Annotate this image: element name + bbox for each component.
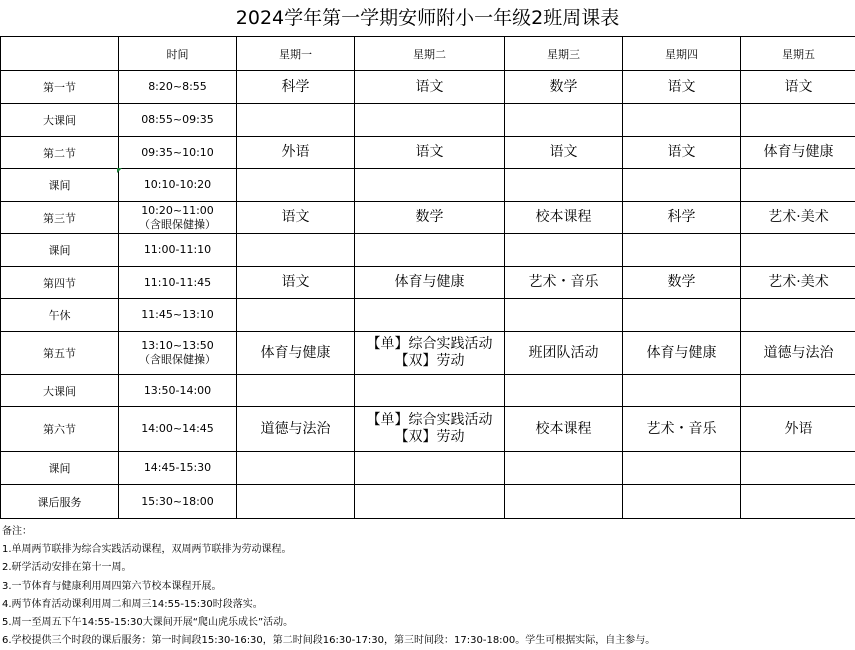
note-line: 3.一节体育与健康利用周四第六节校本课程开展。 bbox=[2, 578, 852, 596]
subject-cell-mon bbox=[237, 71, 355, 104]
schedule-row bbox=[1, 234, 855, 267]
subject-cell-wed bbox=[505, 452, 623, 485]
period-label: 第二节 bbox=[1, 137, 119, 169]
schedule-row bbox=[1, 452, 855, 485]
notes-heading: 备注： bbox=[2, 523, 852, 541]
subject-cell-wed bbox=[505, 71, 623, 104]
subject-text: 体育与健康 bbox=[623, 345, 740, 362]
subject-text: 道德与法治 bbox=[237, 421, 354, 438]
schedule-row bbox=[1, 375, 855, 407]
time-text: 10:10-10:20 bbox=[119, 178, 236, 192]
period-label: 大课间 bbox=[1, 104, 119, 137]
subject-cell-mon bbox=[237, 299, 355, 332]
header-time: 时间 bbox=[119, 37, 237, 71]
period-label: 第五节 bbox=[1, 332, 119, 375]
subject-text: 【双】劳动 bbox=[355, 353, 504, 370]
subject-text: 【单】综合实践活动 bbox=[355, 412, 504, 429]
subject-cell-thu bbox=[623, 202, 741, 234]
period-label: 大课间 bbox=[1, 375, 119, 407]
subject-cell-thu bbox=[623, 137, 741, 169]
schedule-row bbox=[1, 71, 855, 104]
subject-cell-fri bbox=[741, 452, 855, 485]
schedule-row bbox=[1, 169, 855, 202]
subject-cell-wed bbox=[505, 299, 623, 332]
cell-comment-marker bbox=[117, 168, 122, 173]
period-label: 课间 bbox=[1, 452, 119, 485]
subject-cell-fri bbox=[741, 407, 855, 452]
schedule-title: 2024学年第一学期安师附小一年级2班周课表 bbox=[0, 0, 855, 36]
period-label: 课间 bbox=[1, 234, 119, 267]
subject-text: 体育与健康 bbox=[355, 274, 504, 291]
period-label: 课后服务 bbox=[1, 485, 119, 519]
note-line: 1.单周两节联排为综合实践活动课程，双周两节联排为劳动课程。 bbox=[2, 541, 852, 559]
subject-cell-fri bbox=[741, 71, 855, 104]
period-label: 第三节 bbox=[1, 202, 119, 234]
timetable bbox=[0, 36, 855, 519]
time-cell bbox=[119, 169, 237, 202]
subject-text: 数学 bbox=[623, 274, 740, 291]
time-cell bbox=[119, 299, 237, 332]
subject-cell-fri bbox=[741, 375, 855, 407]
subject-text: 语文 bbox=[623, 79, 740, 96]
subject-cell-mon bbox=[237, 452, 355, 485]
subject-cell-wed bbox=[505, 234, 623, 267]
header-mon: 星期一 bbox=[237, 37, 355, 71]
subject-cell-tue bbox=[355, 332, 505, 375]
subject-cell-mon bbox=[237, 375, 355, 407]
subject-text: 校本课程 bbox=[505, 421, 622, 438]
subject-text: 道德与法治 bbox=[741, 345, 855, 362]
note-line: 6.学校提供三个时段的课后服务：第一时间段15:30-16:30，第二时间段16:30-17:30，第三时间段：17:30-18:00。学生可根据实际，自主参与。 bbox=[2, 632, 852, 650]
note-line: 4.两节体育活动课利用周二和周三14:55-15:30时段落实。 bbox=[2, 596, 852, 614]
time-text: 10:20~11:00 bbox=[119, 204, 236, 218]
subject-cell-fri bbox=[741, 485, 855, 519]
subject-cell-tue bbox=[355, 137, 505, 169]
subject-cell-wed bbox=[505, 137, 623, 169]
subject-cell-wed bbox=[505, 169, 623, 202]
time-cell bbox=[119, 104, 237, 137]
time-text: 11:00-11:10 bbox=[119, 243, 236, 257]
subject-cell-wed bbox=[505, 375, 623, 407]
subject-cell-tue bbox=[355, 452, 505, 485]
header-wed: 星期三 bbox=[505, 37, 623, 71]
subject-cell-thu bbox=[623, 267, 741, 299]
period-label: 课间 bbox=[1, 169, 119, 202]
time-text: 11:45~13:10 bbox=[119, 308, 236, 322]
subject-cell-thu bbox=[623, 375, 741, 407]
note-line: 5.周一至周五下午14:55-15:30大课间开展“爬山虎乐成长”活动。 bbox=[2, 614, 852, 632]
subject-text: 语文 bbox=[237, 274, 354, 291]
header-fri: 星期五 bbox=[741, 37, 855, 71]
subject-text: 数学 bbox=[355, 209, 504, 226]
subject-text: 语文 bbox=[623, 144, 740, 161]
subject-cell-mon bbox=[237, 169, 355, 202]
subject-cell-mon bbox=[237, 104, 355, 137]
header-corner-cell bbox=[1, 37, 119, 71]
subject-text: 班团队活动 bbox=[505, 345, 622, 362]
period-label: 第一节 bbox=[1, 71, 119, 104]
time-cell bbox=[119, 485, 237, 519]
time-cell bbox=[119, 267, 237, 299]
subject-cell-wed bbox=[505, 104, 623, 137]
note-line: 2.研学活动安排在第十一周。 bbox=[2, 559, 852, 577]
time-cell bbox=[119, 234, 237, 267]
subject-cell-tue bbox=[355, 407, 505, 452]
time-text: 13:50-14:00 bbox=[119, 384, 236, 398]
subject-text: 校本课程 bbox=[505, 209, 622, 226]
subject-text: 艺术・音乐 bbox=[505, 274, 622, 291]
time-text: （含眼保健操） bbox=[119, 218, 236, 232]
subject-cell-wed bbox=[505, 267, 623, 299]
subject-text: 外语 bbox=[741, 421, 855, 438]
subject-cell-mon bbox=[237, 485, 355, 519]
subject-text: 科学 bbox=[237, 79, 354, 96]
subject-text: 语文 bbox=[237, 209, 354, 226]
subject-cell-tue bbox=[355, 375, 505, 407]
time-text: 14:45-15:30 bbox=[119, 461, 236, 475]
subject-cell-mon bbox=[237, 332, 355, 375]
subject-text: 艺术・音乐 bbox=[623, 421, 740, 438]
subject-cell-tue bbox=[355, 485, 505, 519]
subject-text: 体育与健康 bbox=[741, 144, 855, 161]
subject-text: 语文 bbox=[355, 79, 504, 96]
subject-cell-mon bbox=[237, 407, 355, 452]
subject-cell-thu bbox=[623, 332, 741, 375]
subject-cell-fri bbox=[741, 267, 855, 299]
time-cell bbox=[119, 407, 237, 452]
time-text: 15:30~18:00 bbox=[119, 495, 236, 509]
subject-text: 【双】劳动 bbox=[355, 429, 504, 446]
time-cell bbox=[119, 71, 237, 104]
subject-cell-thu bbox=[623, 71, 741, 104]
header-tue: 星期二 bbox=[355, 37, 505, 71]
schedule-row bbox=[1, 485, 855, 519]
subject-cell-fri bbox=[741, 202, 855, 234]
subject-text: 外语 bbox=[237, 144, 354, 161]
time-cell bbox=[119, 332, 237, 375]
subject-cell-wed bbox=[505, 407, 623, 452]
schedule-row bbox=[1, 299, 855, 332]
header-row bbox=[1, 37, 855, 71]
subject-text: 语文 bbox=[741, 79, 855, 96]
subject-text: 数学 bbox=[505, 79, 622, 96]
subject-cell-mon bbox=[237, 234, 355, 267]
subject-cell-fri bbox=[741, 137, 855, 169]
time-text: 8:20~8:55 bbox=[119, 80, 236, 94]
subject-cell-fri bbox=[741, 104, 855, 137]
subject-cell-wed bbox=[505, 485, 623, 519]
notes-section bbox=[2, 523, 852, 650]
header-thu: 星期四 bbox=[623, 37, 741, 71]
subject-cell-tue bbox=[355, 299, 505, 332]
subject-cell-thu bbox=[623, 485, 741, 519]
time-text: 08:55~09:35 bbox=[119, 113, 236, 127]
time-cell bbox=[119, 452, 237, 485]
time-text: （含眼保健操） bbox=[119, 353, 236, 367]
subject-cell-mon bbox=[237, 267, 355, 299]
subject-cell-fri bbox=[741, 332, 855, 375]
subject-cell-mon bbox=[237, 137, 355, 169]
subject-text: 体育与健康 bbox=[237, 345, 354, 362]
schedule-row bbox=[1, 332, 855, 375]
subject-cell-tue bbox=[355, 104, 505, 137]
subject-cell-thu bbox=[623, 452, 741, 485]
period-label: 午休 bbox=[1, 299, 119, 332]
time-cell bbox=[119, 202, 237, 234]
subject-cell-wed bbox=[505, 202, 623, 234]
subject-cell-fri bbox=[741, 234, 855, 267]
subject-text: 语文 bbox=[505, 144, 622, 161]
schedule-row bbox=[1, 407, 855, 452]
schedule-row bbox=[1, 202, 855, 234]
subject-text: 科学 bbox=[623, 209, 740, 226]
subject-cell-thu bbox=[623, 407, 741, 452]
subject-cell-fri bbox=[741, 169, 855, 202]
subject-cell-tue bbox=[355, 267, 505, 299]
subject-cell-thu bbox=[623, 299, 741, 332]
subject-text: 艺术·美术 bbox=[741, 209, 855, 226]
subject-cell-thu bbox=[623, 104, 741, 137]
period-label: 第六节 bbox=[1, 407, 119, 452]
subject-cell-mon bbox=[237, 202, 355, 234]
time-cell bbox=[119, 137, 237, 169]
subject-cell-tue bbox=[355, 71, 505, 104]
period-label: 第四节 bbox=[1, 267, 119, 299]
subject-text: 【单】综合实践活动 bbox=[355, 336, 504, 353]
schedule-row bbox=[1, 104, 855, 137]
time-text: 11:10-11:45 bbox=[119, 276, 236, 290]
subject-cell-thu bbox=[623, 234, 741, 267]
schedule-row bbox=[1, 137, 855, 169]
time-text: 13:10~13:50 bbox=[119, 339, 236, 353]
subject-cell-tue bbox=[355, 202, 505, 234]
subject-cell-fri bbox=[741, 299, 855, 332]
subject-cell-thu bbox=[623, 169, 741, 202]
subject-cell-wed bbox=[505, 332, 623, 375]
time-text: 14:00~14:45 bbox=[119, 422, 236, 436]
subject-cell-tue bbox=[355, 169, 505, 202]
time-cell bbox=[119, 375, 237, 407]
subject-text: 语文 bbox=[355, 144, 504, 161]
schedule-row bbox=[1, 267, 855, 299]
subject-cell-tue bbox=[355, 234, 505, 267]
time-text: 09:35~10:10 bbox=[119, 146, 236, 160]
subject-text: 艺术·美术 bbox=[741, 274, 855, 291]
